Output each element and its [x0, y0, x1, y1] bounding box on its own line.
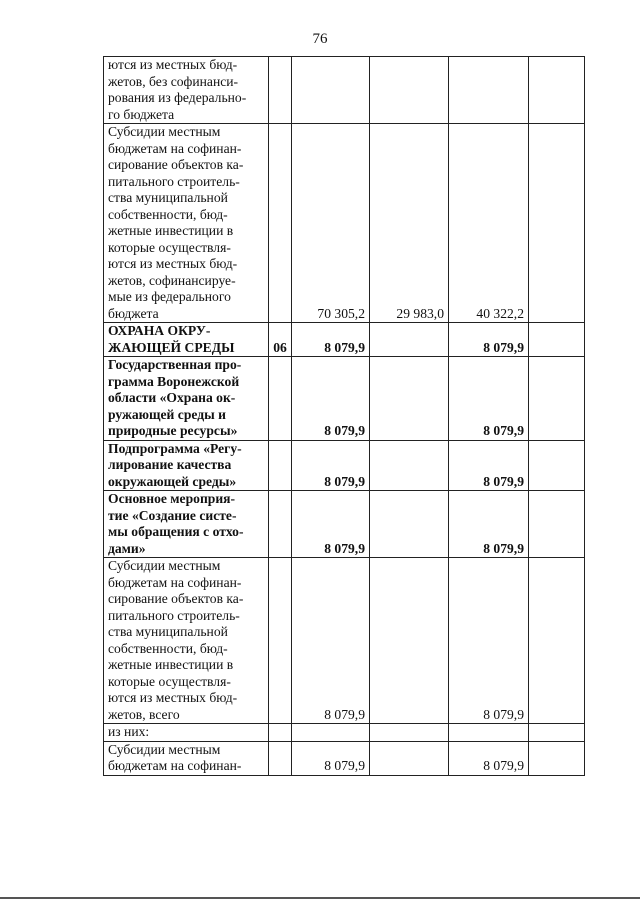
regional-amount-cell: 8 079,9	[449, 440, 529, 491]
total-amount-cell: 8 079,9	[292, 323, 370, 357]
total-amount-cell	[292, 724, 370, 742]
regional-amount-cell: 8 079,9	[449, 491, 529, 558]
federal-amount-cell	[370, 57, 449, 124]
table-row	[104, 57, 585, 124]
extra-amount-cell	[529, 124, 585, 323]
federal-amount-cell	[370, 491, 449, 558]
total-amount-cell: 8 079,9	[292, 491, 370, 558]
total-amount-cell: 8 079,9	[292, 440, 370, 491]
extra-amount-cell	[529, 357, 585, 441]
row-name-cell: ОХРАНА ОКРУ- ЖАЮЩЕЙ СРЕДЫ	[104, 323, 269, 357]
section-code-cell: 06	[269, 323, 292, 357]
section-code-cell	[269, 124, 292, 323]
extra-amount-cell	[529, 323, 585, 357]
row-name-cell: из них:	[104, 724, 269, 742]
budget-table	[103, 56, 585, 776]
table-row	[104, 323, 585, 357]
total-amount-cell: 70 305,2	[292, 124, 370, 323]
federal-amount-cell	[370, 724, 449, 742]
row-name-cell: Субсидии местным бюджетам на софинан-	[104, 741, 269, 775]
regional-amount-cell: 40 322,2	[449, 124, 529, 323]
budget-table-body	[104, 57, 585, 776]
extra-amount-cell	[529, 491, 585, 558]
table-row	[104, 724, 585, 742]
row-name-cell: Подпрограмма «Регу- лирование качества окружающей среды»	[104, 440, 269, 491]
extra-amount-cell	[529, 724, 585, 742]
extra-amount-cell	[529, 558, 585, 724]
section-code-cell	[269, 741, 292, 775]
federal-amount-cell: 29 983,0	[370, 124, 449, 323]
table-row	[104, 357, 585, 441]
row-name-cell: Основное мероприя- тие «Создание систе- мы обращения с отхо- дами»	[104, 491, 269, 558]
section-code-cell	[269, 440, 292, 491]
extra-amount-cell	[529, 57, 585, 124]
table-row	[104, 440, 585, 491]
federal-amount-cell	[370, 323, 449, 357]
row-name-cell: Государственная про- грамма Воронежской области «Охрана ок- ружающей среды и природные ресурсы»	[104, 357, 269, 441]
regional-amount-cell	[449, 724, 529, 742]
section-code-cell	[269, 724, 292, 742]
total-amount-cell	[292, 57, 370, 124]
section-code-cell	[269, 57, 292, 124]
total-amount-cell: 8 079,9	[292, 357, 370, 441]
regional-amount-cell: 8 079,9	[449, 357, 529, 441]
table-row	[104, 741, 585, 775]
section-code-cell	[269, 357, 292, 441]
table-row	[104, 558, 585, 724]
total-amount-cell: 8 079,9	[292, 741, 370, 775]
footer-rule	[0, 897, 640, 899]
extra-amount-cell	[529, 741, 585, 775]
regional-amount-cell	[449, 57, 529, 124]
table-row	[104, 491, 585, 558]
federal-amount-cell	[370, 741, 449, 775]
regional-amount-cell: 8 079,9	[449, 323, 529, 357]
federal-amount-cell	[370, 357, 449, 441]
regional-amount-cell: 8 079,9	[449, 558, 529, 724]
section-code-cell	[269, 491, 292, 558]
row-name-cell: Субсидии местным бюджетам на софинан- сирование объектов ка- питального строитель- ства муниципальной собственности, бюд- жетные инвестиции в которые осуществля- ются из местных бюд- жетов, софинансируе- мые из федерального бюджета	[104, 124, 269, 323]
section-code-cell	[269, 558, 292, 724]
total-amount-cell: 8 079,9	[292, 558, 370, 724]
extra-amount-cell	[529, 440, 585, 491]
federal-amount-cell	[370, 440, 449, 491]
page-number: 76	[312, 31, 328, 47]
row-name-cell: ются из местных бюд- жетов, без софинанси- рования из федерально- го бюджета	[104, 57, 269, 124]
row-name-cell: Субсидии местным бюджетам на софинан- сирование объектов ка- питального строитель- ства муниципальной собственности, бюд- жетные инвестиции в которые осуществля- ются из местных бюд- жетов, всего	[104, 558, 269, 724]
table-row	[104, 124, 585, 323]
federal-amount-cell	[370, 558, 449, 724]
regional-amount-cell: 8 079,9	[449, 741, 529, 775]
